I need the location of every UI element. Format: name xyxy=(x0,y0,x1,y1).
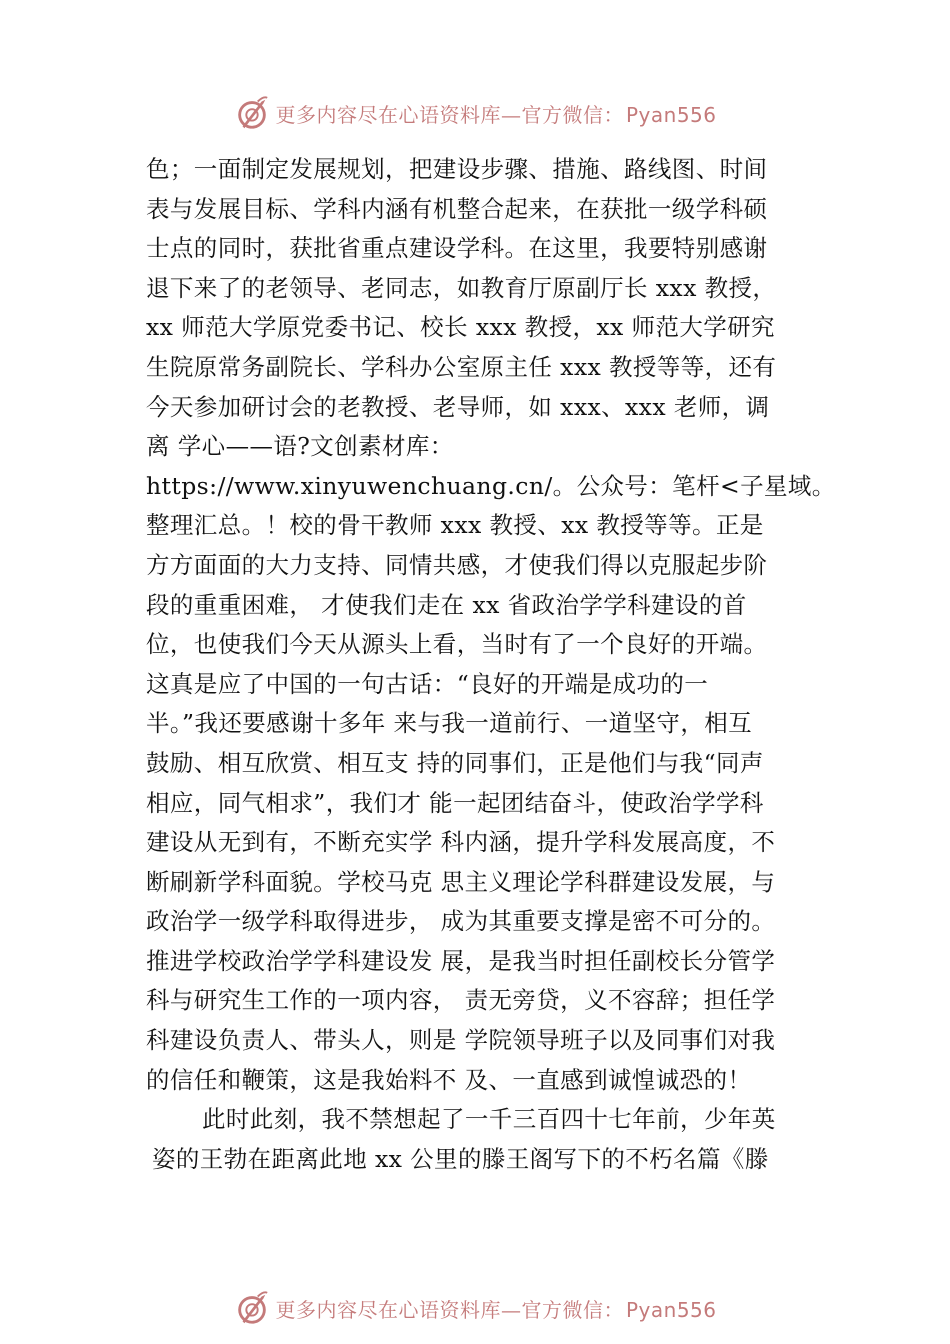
body-line-17: 相应，同气相求”，我们才 能一起团结奋斗，使政治学学科 xyxy=(146,788,764,817)
body-line-22: 科与研究生工作的一项内容， 责无旁贷，义不容辞；担任学 xyxy=(146,986,776,1015)
body-line-11: 方方面面的大力支持、同情共感，才使我们得以克服起步阶 xyxy=(146,550,768,579)
body-line-14: 这真是应了中国的一句古话：“良好的开端是成功的一 xyxy=(146,669,709,698)
footer-wechat-id: Pyan556 xyxy=(625,1297,717,1322)
footer-banner-text: 更多内容尽在心语资料库—官方微信： Pyan556 xyxy=(275,1297,717,1322)
brush-logo-icon xyxy=(233,1289,271,1327)
document-body xyxy=(146,150,836,1179)
body-line-15: 半。”我还要感谢十多年 来与我一道前行、一道坚守，相互 xyxy=(146,709,753,738)
header-wechat-id: Pyan556 xyxy=(625,102,717,127)
body-line-8: 离 学心——语?文创素材库： xyxy=(146,432,454,461)
body-line-6: 生院原常务副院长、学科办公室原主任 xxx 教授等等，还有 xyxy=(146,352,777,381)
header-banner-text: 更多内容尽在心语资料库—官方微信： Pyan556 xyxy=(275,102,717,127)
body-line-3: 士点的同时，获批省重点建设学科。在这里，我要特别感谢 xyxy=(146,234,768,263)
footer-banner xyxy=(0,1288,950,1328)
body-line-10: 整理汇总。！校的骨干教师 xxx 教授、xx 教授等等。正是 xyxy=(146,511,764,540)
body-line-16: 鼓励、相互欣赏、相互支 持的同事们，正是他们与我“同声 xyxy=(146,748,764,777)
body-line-12: 段的重重困难， 才使我们走在 xx 省政治学学科建设的首 xyxy=(146,590,747,619)
body-line-19: 断刷新学科面貌。学校马克 思主义理论学科群建设发展，与 xyxy=(146,867,776,896)
header-banner xyxy=(0,93,950,133)
body-line-25: 此时此刻，我不禁想起了一千三百四十七年前，少年英 xyxy=(202,1105,776,1134)
body-line-7: 今天参加研讨会的老教授、老导师，如 xxx、xxx 老师，调 xyxy=(146,392,770,421)
body-line-26: 姿的王勃在距离此地 xx 公里的滕王阁写下的不朽名篇《滕 xyxy=(152,1144,769,1173)
body-line-20: 政治学一级学科取得进步， 成为其重要支撑是密不可分的。 xyxy=(146,907,776,936)
body-line-9: https://www.xinyuwenchuang.cn/。公众号：笔杆<子星域。 xyxy=(146,471,836,500)
body-line-2: 表与发展目标、学科内涵有机整合起来，在获批一级学科硕 xyxy=(146,194,768,223)
body-line-23: 科建设负责人、带头人，则是 学院领导班子以及同事们对我 xyxy=(146,1026,776,1055)
body-line-4: 退下来了的老领导、老同志，如教育厅原副厅长 xxx 教授， xyxy=(146,273,777,302)
body-line-13: 位，也使我们今天从源头上看，当时有了一个良好的开端。 xyxy=(146,630,768,659)
body-line-21: 推进学校政治学学科建设发 展，是我当时担任副校长分管学 xyxy=(146,946,776,975)
body-line-5: xx 师范大学原党委书记、校长 xxx 教授，xx 师范大学研究 xyxy=(146,313,775,342)
body-line-24: 的信任和鞭策，这是我始料不 及、一直感到诚惶诚恐的！ xyxy=(146,1065,752,1094)
body-line-18: 建设从无到有，不断充实学 科内涵，提升学科发展高度，不 xyxy=(146,828,776,857)
body-line-1: 色；一面制定发展规划，把建设步骤、措施、路线图、时间 xyxy=(146,155,768,183)
brush-logo-icon xyxy=(233,94,271,132)
